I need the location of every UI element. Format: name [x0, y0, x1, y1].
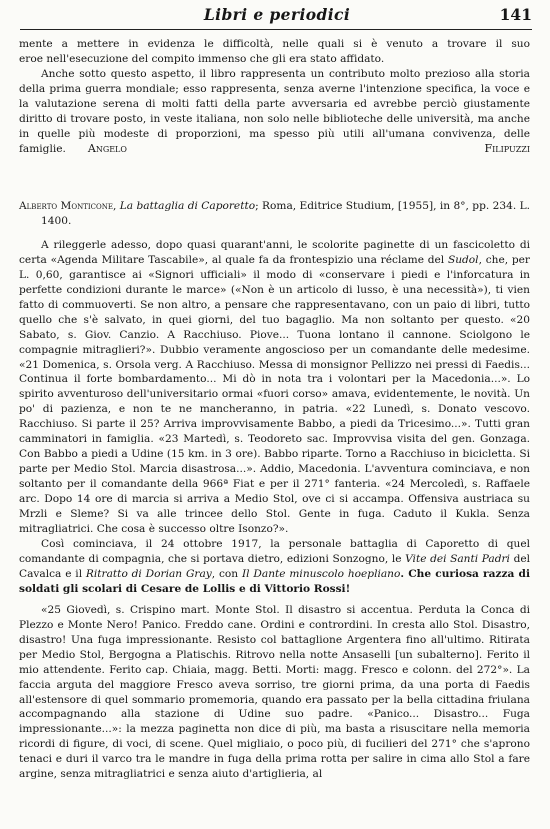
- header-rule: [20, 29, 532, 30]
- review-author: Alberto Monticone,: [19, 200, 117, 212]
- review-p1-rest: , che, per L. 0,60, garantisce ai «Signori ufficiali» il modo di «conservare i piedi e l'inforcatura in perfette condizioni durante le marce» («Non è un articolo di lusso, è una necessità»), ti vien fatto di commuoverti. Se non altro, a pensare che rappresentavano, con un paio di libri, tutto quello che s'è salvato, in quei giorni, del tuo bagaglio. Ma non soltanto per questo. «20 Sabato, s. Giov. Canzio. A Racchiuso. Piove... Tuona lontano il cannone. Sciolgono le compagnie mitraglieri?». Dubbio veramente angoscioso per un comandante delle medesime. «21 Domenica, s. Orsola verg. A Racchiuso. Messa di monsignor Pellizzo nei pressi di Faedis... Continua il forte bombardamento... Mi dò in nota tra i volontari per la Macedonia...». Lo spirito avventuroso dell'universitario ormai «fuori corso» amava, evidentemente, le novità. Un po' di pazienza, e non te ne mancheranno, in patria. «22 Lunedì, s. Donato vescovo. Racchiuso. Si parte il 25? Arriva improvvisamente Babbo, a piedi da Tricesimo...». Tutti gran camminatori in famiglia. «23 Martedì, s. Teodoreto sac. Improvvisa visita del gen. Gonzaga. Con Babbo a piedi a Udine (15 km. in 3 ore). Babbo riparte. Torno a Racchiuso in bicicletta. Si parte per Medio Stol. Marcia disastrosa...». Addio, Macedonia. L'avventura cominciava, e non soltanto per il comandante della 966ª Fiat e per il 271° fanteria. «24 Mercoledì, s. Raffaele arc. Dopo 14 ore di marcia si arriva a Medio Stol, ove ci si accampa. Offensiva austriaca su Mrzli e Sleme? Si va alle trincee dello Stol. Gente in fuga. Caduto il Kukla. Senza mitragliatrici. Che cosa è successo oltre Isonzo?».: [19, 253, 530, 536]
- review-paragraph-2: [19, 537, 530, 597]
- review-p2-c: , con: [211, 567, 239, 580]
- intro-line-2: eroe nell'esecuzione del compito immenso che gli era stato affidato.: [19, 52, 385, 65]
- review-p2-d: . Che curiosa razza di soldati gli scolari di Cesare de Lollis e di Vittorio Rossi!: [19, 567, 530, 595]
- review-signature: Angelo Filipuzzi: [87, 141, 530, 155]
- review-p1-brand: Sudol: [447, 253, 479, 266]
- running-title: Libri e periodici: [203, 5, 351, 24]
- previous-review-end: [19, 37, 530, 157]
- review-pub-info: ; Roma, Editrice Studium, [1955], in 8°, pp. 234. L. 1400.: [41, 200, 531, 227]
- review-p2-title-1: Vite dei Santi Padri: [405, 552, 510, 565]
- review-p2-b: del Cavalca e il: [19, 552, 531, 580]
- intro-line-1: mente a mettere in evidenza le difficoltà, nelle quali si è venuto a trovare il suo: [19, 38, 530, 50]
- review-book-title: La battaglia di Caporetto: [119, 200, 256, 212]
- review-paragraph-3: «25 Giovedì, s. Crispino mart. Monte Stol. Il disastro si accentua. Perduta la Conca di Plezzo e Monte Nero! Panico. Freddo cane. Ordini e contrordini. In cresta allo Stol. Disastro, disastro! Una fuga impressionante. Resisto col battaglione Argentera fino all'ultimo. Ritirata per Medio Stol, Bergogna a Platischis. Ritrovo nella notte Ansaselli [un subalterno]. Ferito il mio attendente. Ferito cap. Chiaia, magg. Betti. Morti: magg. Fresco e colonn. del 272°». La faccia arguta del maggiore Fresco aveva sorriso, tre giorni prima, da una porta di Faedis all'estensore di quel sommario promemoria, quando era passato per la bella cittadina friulana accompagnando alla stazione di Udine suo padre. «Panico... Disastro... Fuga impressionante...»: la mezza paginetta non dice di più, ma basta a risuscitare nella memoria ricordi di figure, di voci, di scene. Quel migliaio, o poco più, di fucilieri del 271° che s'aprono tenaci e duri il varco tra le mandre in fuga della prima rotta per salire in cima allo Stol a fare argine, senza mitragliatrici e senza aiuto d'artiglieria, al: [19, 603, 530, 781]
- review-p2-title-2: Ritratto di Dorian Gray: [85, 567, 212, 580]
- review-heading: [19, 199, 530, 229]
- running-header: [22, 4, 532, 26]
- review-p1-start: A rileggerle adesso, dopo quasi quarant'anni, le scolorite paginette di un fascicoletto di certa «Agenda Militare Tascabile», al quale fa da frontespizio una réclame del: [19, 238, 530, 266]
- intro-paragraph-text: Anche sotto questo aspetto, il libro rappresenta un contributo molto prezioso alla storia della prima guerra mondiale; esso rappresenta, senza averne l'intenzione specifica, la voce e la valutazione serena di molti fatti della parte avversaria ed avrebbe perciò giustamente diritto di trovare posto, in veste italiana, non solo nelle biblioteche delle università, ma anche in quelle più modeste di proporzioni, ma spesso più utili all'umana convivenza, delle famiglie.: [19, 67, 530, 155]
- review-paragraph-1: [19, 238, 530, 537]
- review-p2-title-3: Il Dante minuscolo hoepliano: [241, 567, 401, 580]
- review-article: [19, 199, 530, 782]
- page-number: 141: [499, 5, 532, 24]
- intro-paragraph: [19, 67, 530, 157]
- review-p2-a: Così cominciava, il 24 ottobre 1917, la personale battaglia di Caporetto di quel comandante di compagnia, che si portava dietro, edizioni Sonzogno, le: [19, 537, 530, 565]
